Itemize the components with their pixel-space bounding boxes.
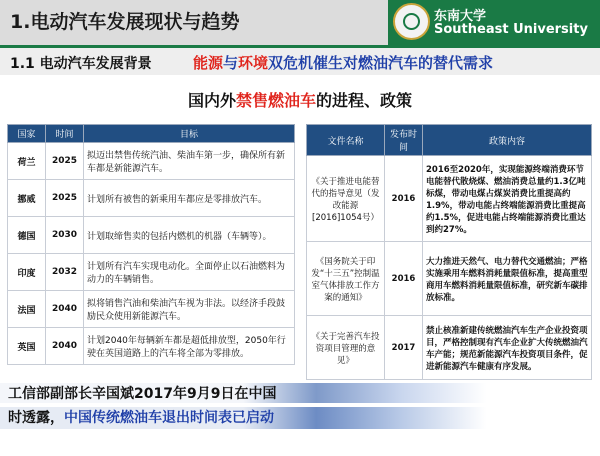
cell-country: 印度 xyxy=(8,254,46,291)
bottom-caption-line1: 工信部副部长辛国斌2017年9月9日在中国 xyxy=(0,383,600,403)
cell-year: 2025 xyxy=(46,143,84,180)
cell-year: 2030 xyxy=(46,217,84,254)
page-title: 1.电动汽车发展现状与趋势 xyxy=(10,11,240,33)
cell-document: 《关于完善汽车投资项目管理的意见》 xyxy=(307,316,385,380)
col-header-year: 时间 xyxy=(46,125,84,143)
table-row xyxy=(8,254,295,291)
policy-table xyxy=(306,124,592,380)
cell-goal: 计划所有被售的新乘用车都应是零排放汽车。 xyxy=(84,180,295,217)
main-title-part3: 的进程、政策 xyxy=(316,91,413,110)
cell-document: 《国务院关于印发“十三五”控制温室气体排放工作方案的通知》 xyxy=(307,242,385,316)
table-row xyxy=(8,217,295,254)
cell-goal: 计划取缔售卖的包括内燃机的机器（车辆等）。 xyxy=(84,217,295,254)
caption-highlight: 中国传统燃油车退出时间表已启动 xyxy=(64,410,274,426)
university-name-cn: 东南大学 xyxy=(434,9,487,24)
cell-date: 2017 xyxy=(385,316,423,380)
section-heading: 1.1 电动汽车发展背景 xyxy=(10,56,152,72)
university-name-en: Southeast University xyxy=(434,22,588,37)
col-header-content: 政策内容 xyxy=(423,125,592,156)
cell-goal: 计划所有汽车实现电动化。全面停止以石油燃料为动力的车辆销售。 xyxy=(84,254,295,291)
subtitle-rest: 双危机催生对燃油汽车的替代需求 xyxy=(268,54,494,72)
cell-year: 2040 xyxy=(46,291,84,328)
col-header-date: 发布时间 xyxy=(385,125,423,156)
col-header-goal: 目标 xyxy=(84,125,295,143)
cell-year: 2040 xyxy=(46,328,84,365)
cell-date: 2016 xyxy=(385,156,423,242)
cell-country: 德国 xyxy=(8,217,46,254)
main-title-part1: 国内外 xyxy=(187,91,236,110)
cell-year: 2025 xyxy=(46,180,84,217)
table-header-row xyxy=(8,125,295,143)
bottom-caption-line2 xyxy=(0,407,600,429)
table-header-row xyxy=(307,125,592,156)
col-header-country: 国家 xyxy=(8,125,46,143)
table-row xyxy=(307,242,592,316)
subtitle-and: 与 xyxy=(223,54,239,72)
cell-country: 挪威 xyxy=(8,180,46,217)
cell-content: 2016至2020年，实现能源终端消费环节电能替代散烧煤、燃油消费总量约1.3亿吨标煤，带动电煤占煤炭消费比重提高约1.9%，带动电能占终端能源消费比重提高约1.5%，促进电能占终端能源消费比重达到约27%。 xyxy=(423,156,592,242)
cell-content: 禁止核准新建传统燃油汽车生产企业投资项目，严格控制现有汽车企业扩大传统燃油汽车产能；规范新能源汽车投资项目条件，促进新能源汽车健康有序发展。 xyxy=(423,316,592,380)
table-row xyxy=(307,156,592,242)
main-title xyxy=(0,88,600,111)
cell-goal: 拟将销售汽油和柴油汽车视为非法。以经济手段鼓励民众使用新能源汽车。 xyxy=(84,291,295,328)
col-header-document: 文件名称 xyxy=(307,125,385,156)
university-seal-icon xyxy=(393,3,430,40)
cell-year: 2032 xyxy=(46,254,84,291)
table-row xyxy=(307,316,592,380)
university-brand xyxy=(388,0,600,45)
section-subtitle xyxy=(193,52,493,73)
main-title-highlight: 禁售燃油车 xyxy=(235,91,316,110)
subtitle-energy: 能源 xyxy=(193,54,224,72)
cell-country: 英国 xyxy=(8,328,46,365)
countries-table xyxy=(7,124,295,365)
cell-goal: 计划2040年每辆新车都是超低排放型，2050年行驶在英国道路上的汽车将全部为零排放。 xyxy=(84,328,295,365)
cell-document: 《关于推进电能替代的指导意见（发改能源[2016]1054号） xyxy=(307,156,385,242)
table-row xyxy=(8,291,295,328)
cell-goal: 拟迈出禁售传统汽油、柴油车第一步，确保所有新车都是新能源汽车。 xyxy=(84,143,295,180)
subtitle-environment: 环境 xyxy=(238,54,269,72)
cell-date: 2016 xyxy=(385,242,423,316)
cell-content: 大力推进天然气、电力替代交通燃油；严格实施乘用车燃料消耗量限值标准，提高重型商用车燃料消耗量限值标准，研究新车碳排放标准。 xyxy=(423,242,592,316)
table-row xyxy=(8,143,295,180)
cell-country: 法国 xyxy=(8,291,46,328)
caption-lead: 时透露， xyxy=(8,410,64,426)
table-row xyxy=(8,180,295,217)
cell-country: 荷兰 xyxy=(8,143,46,180)
table-row xyxy=(8,328,295,365)
